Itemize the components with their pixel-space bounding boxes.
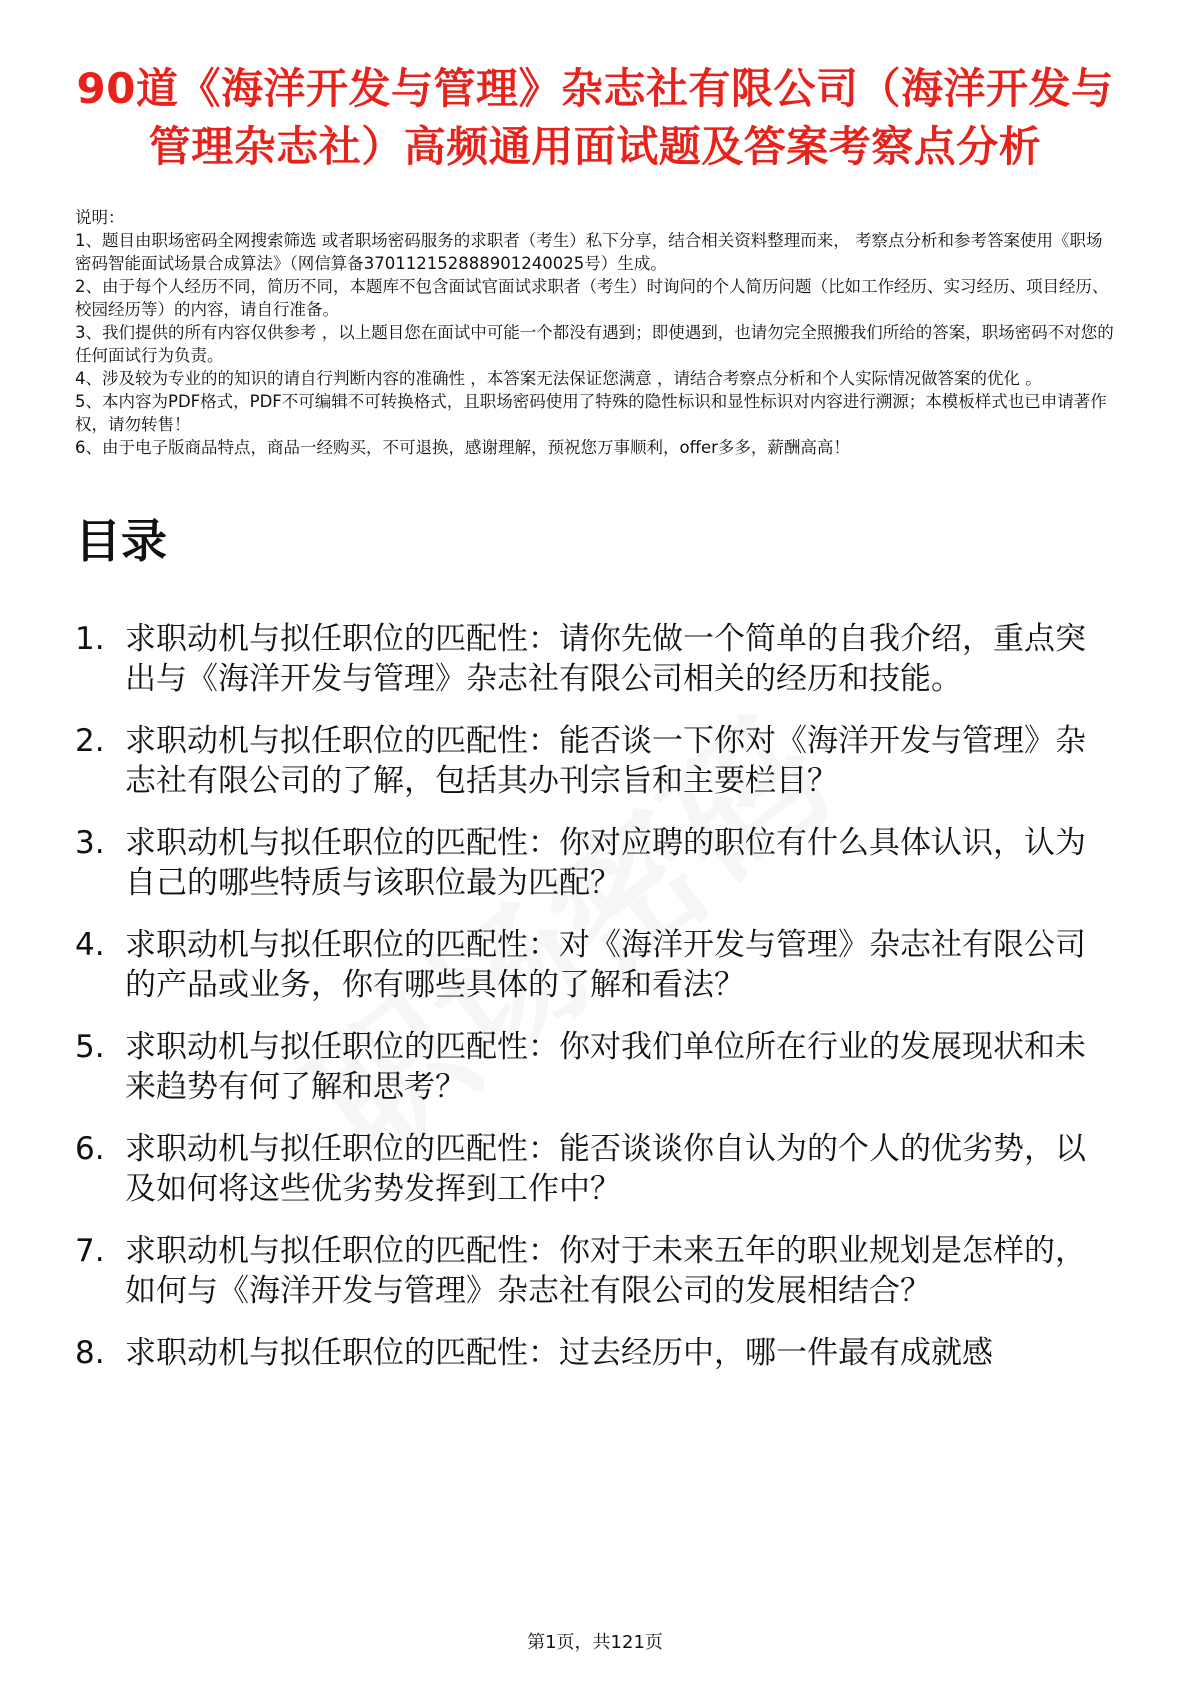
toc-item[interactable] (75, 619, 1115, 699)
page-footer: 第1页，共121页 (527, 1632, 663, 1653)
toc-item-number: 7. (75, 1233, 105, 1269)
toc-item-text: 求职动机与拟任职位的匹配性：你对于未来五年的职业规划是怎样的，如何与《海洋开发与管理》杂志社有限公司的发展相结合？ (125, 1233, 1086, 1309)
notes-heading: 说明： (75, 208, 125, 227)
toc-item-number: 6. (75, 1131, 105, 1167)
toc-item[interactable] (75, 1129, 1115, 1209)
toc-item[interactable] (75, 1333, 1115, 1373)
toc-item[interactable] (75, 1231, 1115, 1311)
toc-item-number: 2. (75, 723, 105, 759)
toc-item-text: 求职动机与拟任职位的匹配性：对《海洋开发与管理》杂志社有限公司的产品或业务，你有哪些具体的了解和看法？ (125, 927, 1086, 1003)
toc-item-text: 求职动机与拟任职位的匹配性：你对应聘的职位有什么具体认识，认为自己的哪些特质与该职位最为匹配？ (125, 825, 1086, 901)
note-item: 5、本内容为PDF格式，PDF不可编辑不可转换格式，且职场密码使用了特殊的隐性标识和显性标识对内容进行溯源；本模板样式也已申请著作权，请勿转售！ (75, 392, 1107, 434)
toc-item-number: 4. (75, 927, 105, 963)
toc-item-number: 3. (75, 825, 105, 861)
toc-item[interactable] (75, 925, 1115, 1005)
note-item: 4、涉及较为专业的的知识的请自行判断内容的准确性 ，本答案无法保证您满意 ，请结合考察点分析和个人实际情况做答案的优化 。 (75, 369, 1042, 388)
document-content (75, 0, 1115, 1373)
toc-item-text: 求职动机与拟任职位的匹配性：请你先做一个简单的自我介绍，重点突出与《海洋开发与管理》杂志社有限公司相关的经历和技能。 (125, 621, 1086, 697)
note-item: 2、由于每个人经历不同，简历不同，本题库不包含面试官面试求职者（考生）时询问的个人简历问题（比如工作经历、实习经历、项目经历、校园经历等）的内容，请自行准备。 (75, 277, 1109, 319)
toc-item[interactable] (75, 721, 1115, 801)
toc-item-number: 5. (75, 1029, 105, 1065)
note-item: 1、题目由职场密码全网搜索筛选 或者职场密码服务的求职者（考生）私下分享，结合相关资料整理而来， 考察点分析和参考答案使用《职场密码智能面试场景合成算法》（网信算备370112152888901240025号）生成。 (75, 231, 1103, 273)
note-item: 6、由于电子版商品特点，商品一经购买，不可退换，感谢理解，预祝您万事顺利，offer多多，薪酬高高！ (75, 438, 850, 457)
note-item: 3、我们提供的所有内容仅供参考 ，以上题目您在面试中可能一个都没有遇到；即使遇到，也请勿完全照搬我们所给的答案，职场密码不对您的任何面试行为负责。 (75, 323, 1114, 365)
toc-item-text: 求职动机与拟任职位的匹配性：能否谈一下你对《海洋开发与管理》杂志社有限公司的了解，包括其办刊宗旨和主要栏目？ (125, 723, 1086, 799)
document-title: 90道《海洋开发与管理》杂志社有限公司（海洋开发与管理杂志社）高频通用面试题及答案考察点分析 (76, 64, 1114, 171)
toc-heading: 目录 (75, 514, 167, 568)
toc-item-number: 8. (75, 1335, 105, 1371)
toc-item-text: 求职动机与拟任职位的匹配性：能否谈谈你自认为的个人的优劣势，以及如何将这些优劣势发挥到工作中？ (125, 1131, 1086, 1207)
toc-item[interactable] (75, 1027, 1115, 1107)
toc-item-number: 1. (75, 621, 105, 657)
toc-list (75, 619, 1115, 1373)
notes-block (75, 206, 1115, 459)
toc-item-text: 求职动机与拟任职位的匹配性：过去经历中，哪一件最有成就感 (125, 1335, 993, 1371)
toc-item[interactable] (75, 823, 1115, 903)
toc-item-text: 求职动机与拟任职位的匹配性：你对我们单位所在行业的发展现状和未来趋势有何了解和思考？ (125, 1029, 1086, 1105)
